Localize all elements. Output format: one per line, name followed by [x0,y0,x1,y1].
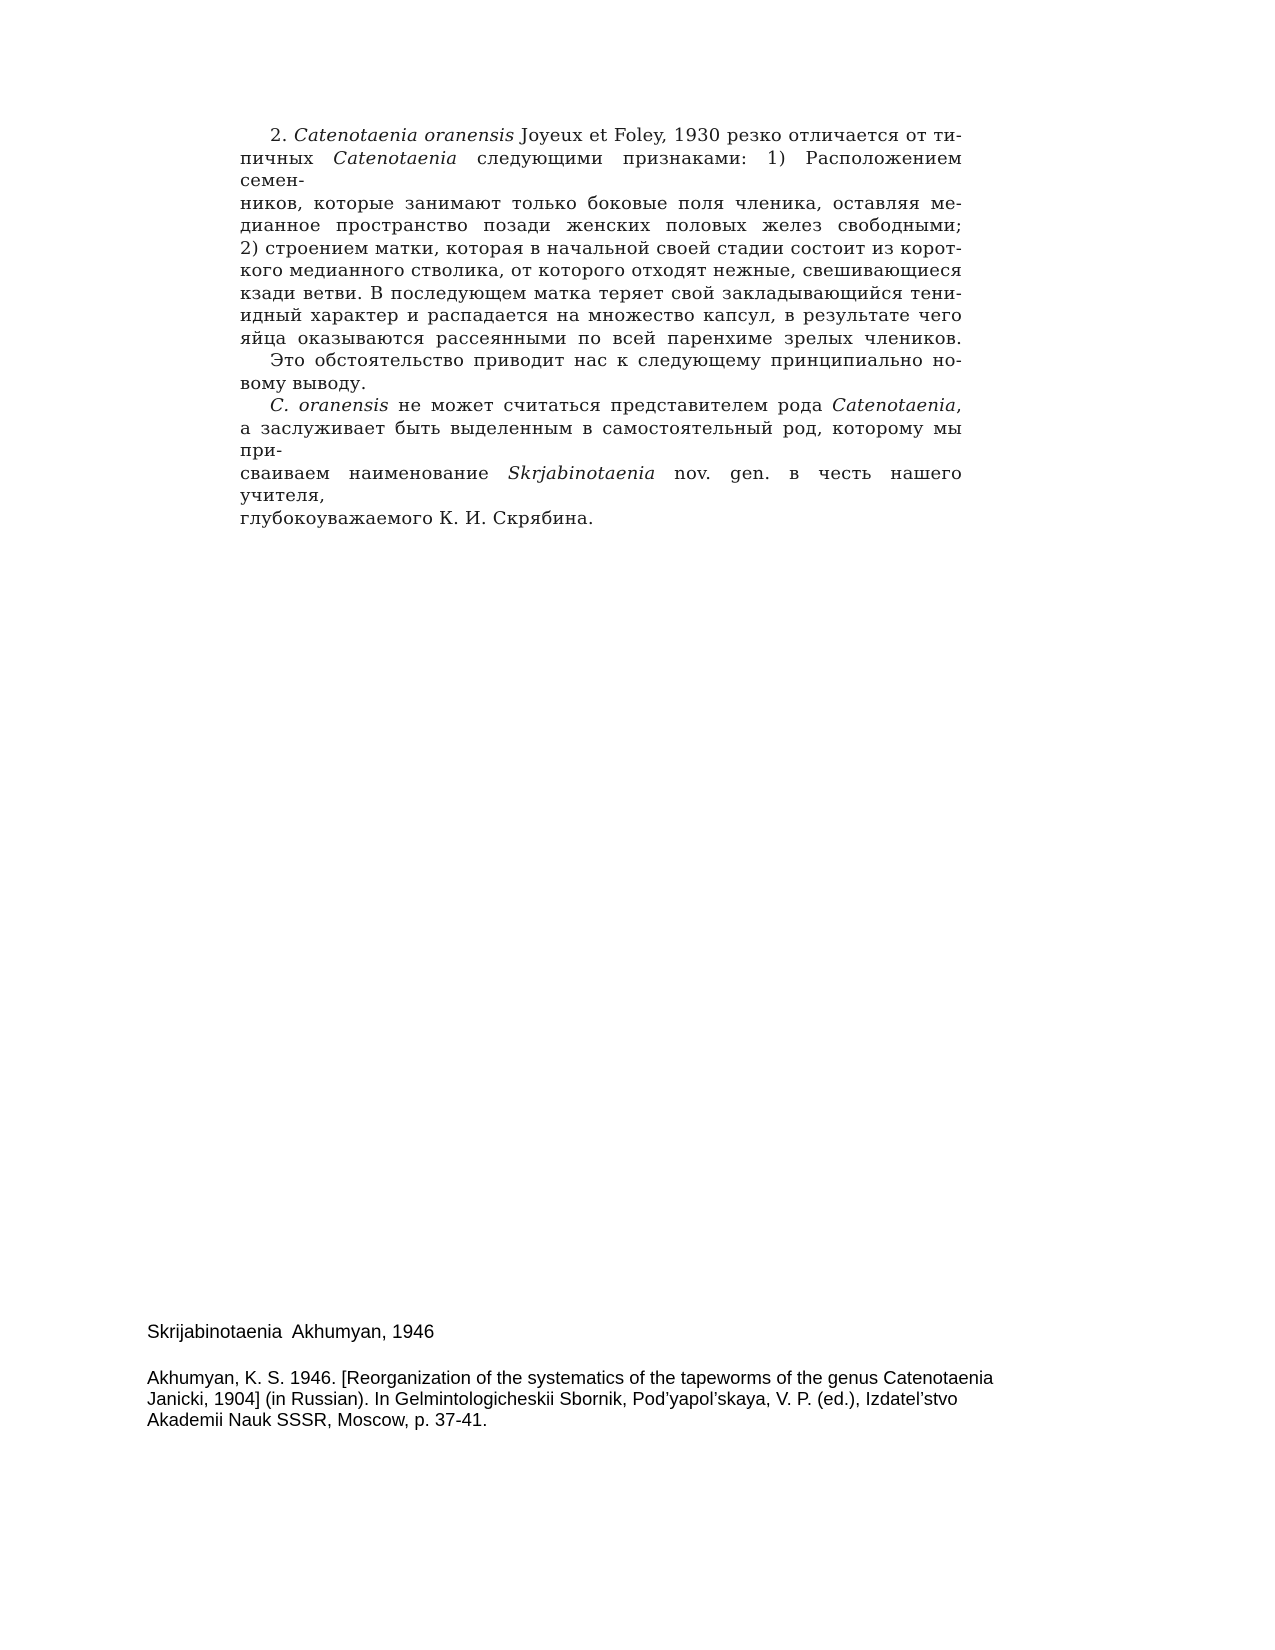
scanned-excerpt-line [240,215,962,238]
reference-citation-line: Akademii Nauk SSSR, Moscow, p. 37-41. [147,1409,488,1430]
reference-citation [147,1367,1127,1430]
scanned-excerpt [240,125,962,530]
text-segment: пичных [240,147,334,169]
text-segment: а заслуживает быть выделенным в самостоятельный род, которому мы при- [240,417,962,461]
text-segment: 2. [270,125,295,146]
text-segment: идный характер и распадается на множество капсул, в результате чего [240,305,962,326]
scanned-excerpt-line [240,373,962,396]
scanned-excerpt-line [240,193,962,216]
text-segment: ников, которые занимают только боковые поля членика, оставляя ме- [240,192,962,214]
scanned-excerpt-line [240,418,962,463]
text-segment: кзади ветви. В последующем матка теряет свой закладывающийся тени- [240,282,962,304]
scanned-excerpt-line [240,350,962,373]
reference-citation-line: Akhumyan, K. S. 1946. [Reorganization of the systematics of the tapeworms of the genus Catenotaenia [147,1367,994,1388]
text-segment: Это обстоятельство приводит нас к следующему принципиально но- [270,350,962,371]
text-segment: не может считаться представителем рода [388,395,833,416]
species-name-italic: Catenotaenia [333,147,458,169]
scanned-excerpt-line [240,395,962,418]
scanned-excerpt-line [240,260,962,283]
species-name-italic: Catenotaenia oranensis [294,125,515,146]
text-segment: nov. gen. в честь нашего учителя, [240,462,962,506]
scanned-excerpt-line [240,508,962,531]
text-segment: следующими признаками: 1) Расположением семен- [240,147,962,191]
scanned-excerpt-line [240,283,962,306]
species-name-italic: Skrjabinotaenia [507,462,656,484]
text-segment: глубокоуважаемого К. И. Скрябина. [240,507,594,529]
text-segment: кого медианного стволика, от которого отходят нежные, свешивающиеся [240,260,962,281]
reference-citation-line: Janicki, 1904] (in Russian). In Gelmintologicheskii Sbornik, Pod’yapol’skaya, V. P. (ed.), Izdatel’stvo [147,1388,958,1409]
scanned-excerpt-line [240,328,962,351]
text-segment: 2) строением матки, которая в начальной своей стадии состоит из корот- [240,237,962,259]
species-name-italic: Catenotaenia [832,395,957,416]
text-segment: яйца оказываются рассеянными по всей паренхиме зрелых члеников. [240,327,962,349]
scanned-excerpt-line [240,148,962,193]
scanned-excerpt-line [240,238,962,261]
scanned-excerpt-line [240,305,962,328]
text-segment: Joyeux et Foley, 1930 резко отличается от ти- [514,125,963,146]
scanned-excerpt-line [240,125,962,148]
text-segment: дианное пространство позади женских половых желез свободными; [240,215,962,236]
text-segment: вому выводу. [240,372,367,394]
species-name-italic: C. oranensis [270,395,389,416]
species-heading: Skrijabinotaenia Akhumyan, 1946 [147,1322,435,1343]
text-segment: , [956,395,962,416]
text-segment: сваиваем наименование [240,462,508,484]
scanned-excerpt-line [240,463,962,508]
